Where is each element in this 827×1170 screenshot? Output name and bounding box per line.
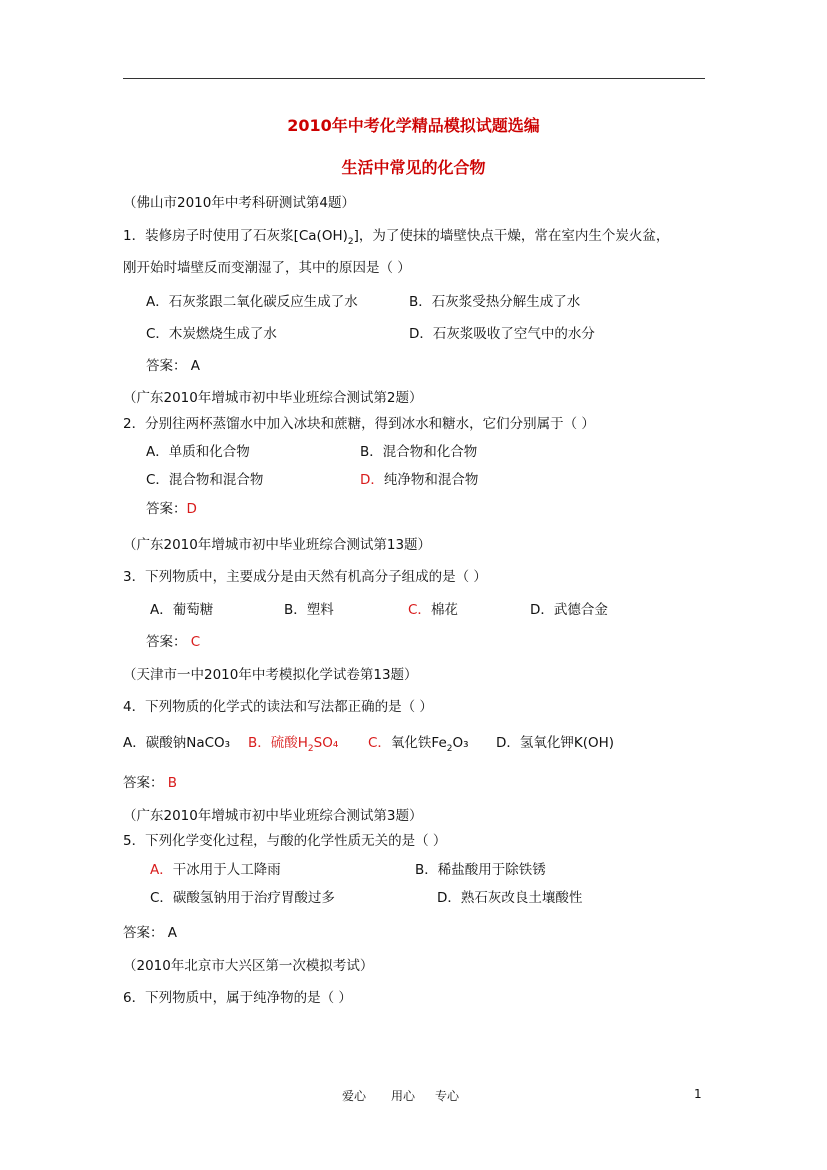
q5-answer [123,923,177,943]
q4-stem: 4．下列物质的化学式的读法和写法都正确的是（ ） [123,699,433,715]
q4-source: （天津市一中2010年中考模拟化学试卷第13题） [123,667,418,683]
q3-option-c-letter: C． [408,602,431,618]
q4-option-c-a: 氧化铁Fe [390,735,447,751]
q2-option-c: C．混合物和混合物 [146,472,264,488]
q1-option-c: C．木炭燃烧生成了水 [146,326,277,342]
q2-source: （广东2010年增城市初中毕业班综合测试第2题） [123,390,423,406]
q5-option-c: C．碳酸氢钠用于治疗胃酸过多 [150,890,335,906]
q5-answer-label: 答案： [123,925,164,941]
q3-answer-label: 答案： [146,634,187,650]
q2-answer-value: D [186,501,197,517]
q4-option-d: D．氢氧化钾K(OH) [496,735,615,751]
q1-option-b: B．石灰浆受热分解生成了水 [409,294,581,310]
q1-option-a: A．石灰浆跟二氧化碳反应生成了水 [146,294,358,310]
q6-source: （2010年北京市大兴区第一次模拟考试） [123,958,374,974]
q1-source: （佛山市2010年中考科研测试第4题） [123,195,355,211]
q3-stem: 3．下列物质中，主要成分是由天然有机高分子组成的是（ ） [123,569,487,585]
q5-option-b: B．稀盐酸用于除铁锈 [415,862,546,878]
q3-option-c [408,600,458,620]
q3-option-c-text: 棉花 [430,602,458,618]
document-subtitle: 生活中常见的化合物 [341,158,486,177]
q3-option-d: D．武德合金 [530,602,608,618]
q1-stem-b: ]，为了使抹的墙壁快点干燥，常在室内生个炭火盆， [353,228,670,244]
q2-answer-label: 答案： [146,501,187,517]
q2-option-d-text: 纯净物和混合物 [383,472,479,488]
footer-motto-1: 爱心 [342,1089,367,1103]
q2-stem: 2．分别往两杯蒸馏水中加入冰块和蔗糖，得到冰水和糖水，它们分别属于（ ） [123,416,595,432]
q1-option-d: D．石灰浆吸收了空气中的水分 [409,326,595,342]
q5-answer-value: A [167,925,178,941]
q4-option-c-letter: C． [368,735,391,751]
q3-option-a: A．葡萄糖 [150,602,214,618]
q1-stem-line2: 刚开始时墙壁反而变潮湿了，其中的原因是（ ） [123,260,411,276]
q3-option-b: B．塑料 [284,602,334,618]
q2-option-d [360,470,478,490]
q5-option-d: D．熟石灰改良土壤酸性 [437,890,583,906]
page-number: 1 [694,1087,702,1101]
q4-option-b-subscript: 2 [307,744,314,754]
footer-motto-2: 用心 [391,1089,416,1103]
document-title: 2010年中考化学精品模拟试题选编 [287,116,540,135]
q3-source: （广东2010年增城市初中毕业班综合测试第13题） [123,537,432,553]
q1-answer-label: 答案： [146,358,187,374]
q5-option-a-letter: A． [150,862,173,878]
q2-option-b: B．混合物和化合物 [360,444,478,460]
q1-stem-line1 [123,226,669,248]
q5-option-a-text: 干冰用于人工降雨 [172,862,281,878]
q1-answer-value: A [190,358,201,374]
q5-stem: 5．下列化学变化过程，与酸的化学性质无关的是（ ） [123,833,447,849]
q4-option-b-b: SO₄ [313,735,339,751]
q1-answer [146,356,200,376]
q5-source: （广东2010年增城市初中毕业班综合测试第3题） [123,808,423,824]
header-rule [123,78,705,79]
q4-option-c-subscript: 2 [446,744,453,754]
q1-stem-subscript: 2 [347,237,354,247]
q4-answer [123,773,177,793]
footer-motto-3: 专心 [435,1089,460,1103]
q4-option-c [368,733,469,755]
q1-stem-a: 1．装修房子时使用了石灰浆[Ca(OH) [123,228,348,244]
q4-answer-label: 答案： [123,775,164,791]
q4-option-b [248,733,338,755]
q5-option-a [150,860,281,880]
q4-option-b-a: B．硫酸H [248,735,308,751]
q6-stem: 6．下列物质中，属于纯净物的是（ ） [123,990,352,1006]
q3-answer [146,632,200,652]
q2-option-d-letter: D． [360,472,384,488]
q4-option-a: A．碳酸钠NaCO₃ [123,735,231,751]
q2-option-a: A．单质和化合物 [146,444,250,460]
q4-answer-value: B [167,775,178,791]
q3-answer-value: C [190,634,201,650]
q4-option-c-b: O₃ [452,735,469,751]
q2-answer [146,499,197,519]
